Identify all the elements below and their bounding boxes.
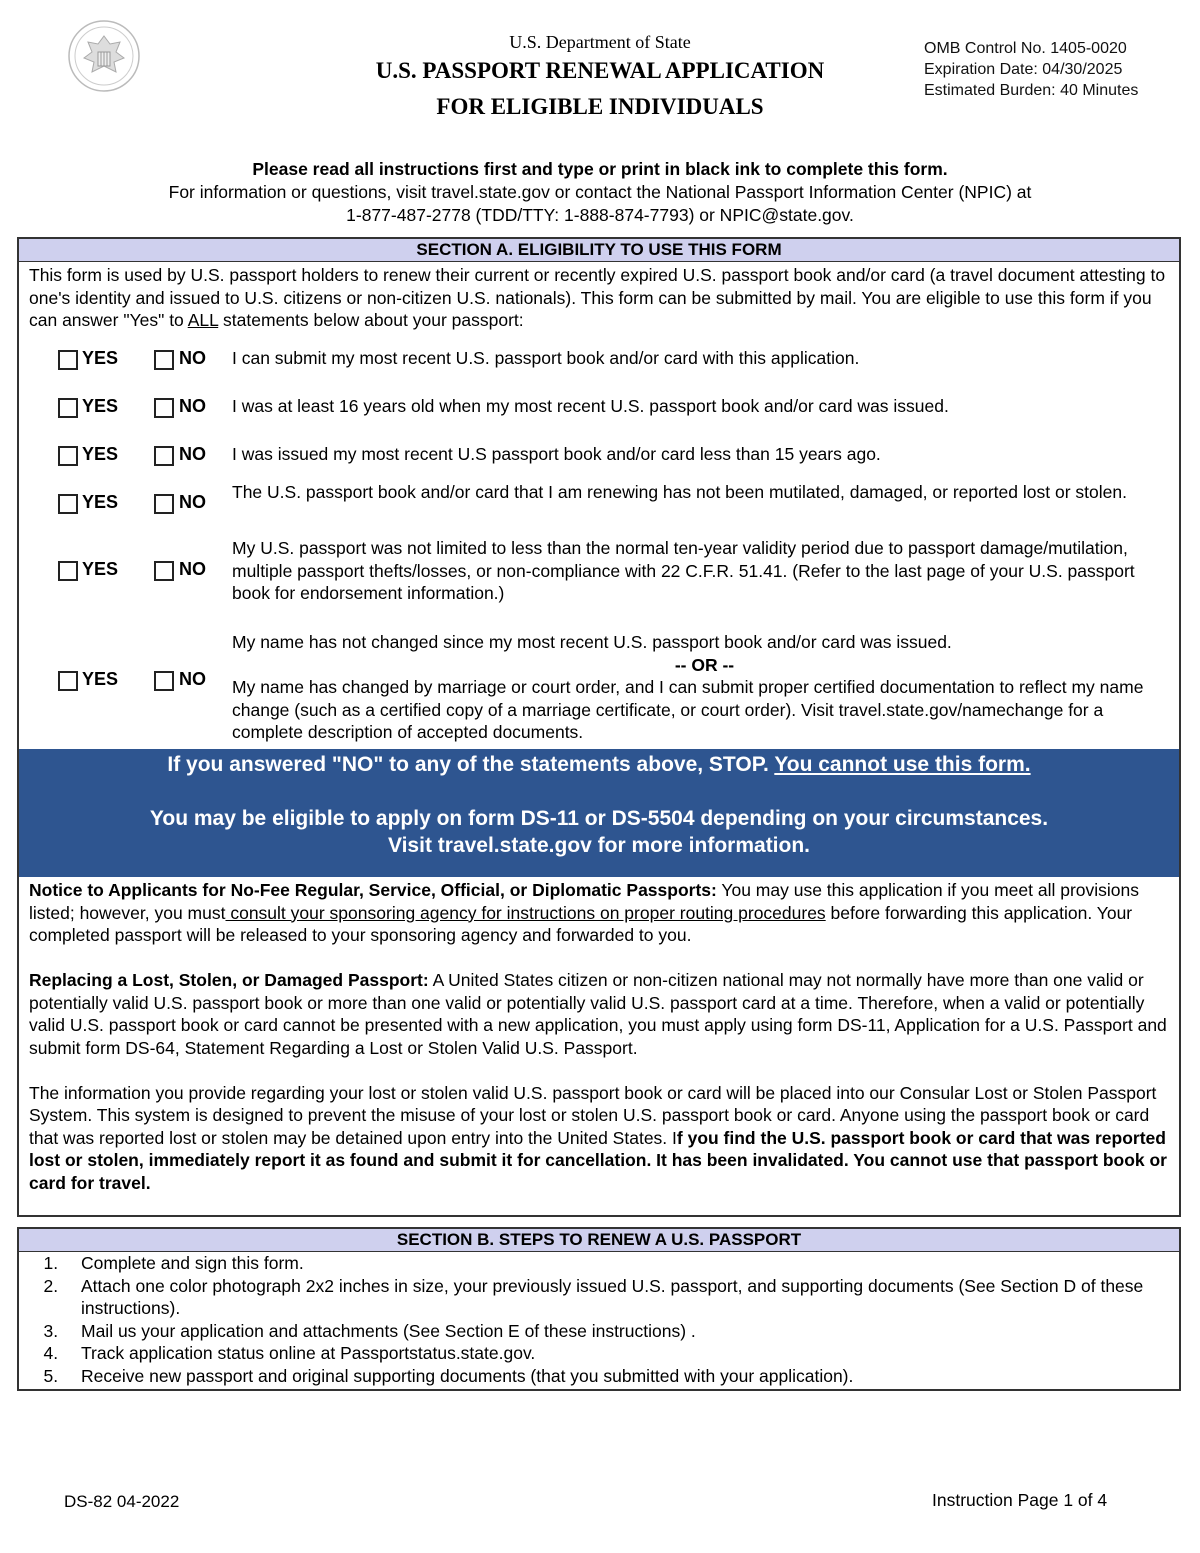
no-label: NO	[179, 492, 206, 512]
omb-info	[924, 38, 1138, 101]
or-separator: -- OR --	[674, 654, 735, 675]
notice-block	[29, 879, 1169, 1217]
no-checkbox-3[interactable]	[154, 446, 174, 466]
name-changed-statement: My name has changed by marriage or court order, and I can submit proper certified documentation to reflect my name change (such as a certified copy of a marriage certificate, or court order). Visit travel.state.gov/namechange for a complete description of accepted documents.	[232, 677, 1144, 742]
list-item: 2. Attach one color photograph 2x2 inches in size, your previously issued U.S. passport, and supporting documents (See Section D of these instructions).	[63, 1275, 1179, 1320]
section-a-heading: SECTION A. ELIGIBILITY TO USE THIS FORM	[19, 239, 1179, 262]
expiration-date: Expiration Date: 04/30/2025	[924, 61, 1123, 78]
section-b	[17, 1227, 1181, 1391]
form-identifier: DS-82 04-2022	[64, 1492, 180, 1511]
statement-3: I was issued my most recent U.S passport book and/or card less than 15 years ago.	[232, 444, 881, 464]
statement-2: I was at least 16 years old when my most recent U.S. passport book and/or card was issued.	[232, 396, 949, 416]
yes-checkbox-6[interactable]	[58, 671, 78, 691]
form-title-line1: U.S. PASSPORT RENEWAL APPLICATION	[375, 58, 825, 83]
no-checkbox-6[interactable]	[154, 671, 174, 691]
yes-label: YES	[82, 492, 119, 512]
list-item: 3. Mail us your application and attachments (See Section E of these instructions) .	[63, 1320, 1179, 1343]
no-label: NO	[179, 669, 206, 689]
page-number: Instruction Page 1 of 4	[932, 1490, 1108, 1510]
statement-5: My U.S. passport was not limited to less than the normal ten-year validity period due to passport damage/mutilation, multiple passport thefts/losses, or non-compliance with 22 C.F.R. 51.41. (Refer to the last page of your U.S. passport book for endorsement information.)	[232, 538, 1135, 603]
section-a-intro: This form is used by U.S. passport holders to renew their current or recently expired U.S. passport book and/or card (a travel document attesting to one's identity and issued to U.S. citizens or non-citizen U.S. nationals). This form can be submitted by mail. You are eligible to use this form if you can answer "Yes" to ALL statements below about your passport:	[29, 265, 1166, 330]
section-a	[17, 237, 1181, 1217]
statement-6	[232, 631, 1177, 744]
list-item: 4. Track application status online at Passportstatus.state.gov.	[63, 1342, 1179, 1365]
estimated-burden: Estimated Burden: 40 Minutes	[924, 82, 1139, 99]
name-unchanged-statement: My name has not changed since my most recent U.S. passport book and/or card was issued.	[232, 632, 952, 652]
more-info-note: Visit travel.state.gov for more information.	[387, 834, 811, 857]
intro-instruction: Please read all instructions first and type or print in black ink to complete this form.	[252, 159, 948, 179]
yes-label: YES	[82, 444, 119, 464]
no-fee-notice: Notice to Applicants for No-Fee Regular, Service, Official, or Diplomatic Passports: You may use this application if you meet all provisions listed; however, you must consult your sponsoring agency for instructions on proper routing procedures before forwarding this application. Your completed passport will be released to your sponsoring agency and forwarded to you.	[29, 880, 1140, 945]
alternative-forms-note: You may be eligible to apply on form DS-11 or DS-5504 depending on your circumstances.	[149, 807, 1049, 830]
department-of-state-seal-icon	[66, 18, 142, 94]
stop-notice: If you answered "NO" to any of the statements above, STOP.	[167, 753, 775, 776]
yes-label: YES	[82, 396, 119, 416]
yes-checkbox-3[interactable]	[58, 446, 78, 466]
no-checkbox-2[interactable]	[154, 398, 174, 418]
no-checkbox-4[interactable]	[154, 494, 174, 514]
section-b-heading: SECTION B. STEPS TO RENEW A U.S. PASSPORT	[19, 1229, 1179, 1252]
yes-checkbox-4[interactable]	[58, 494, 78, 514]
intro-contact-numbers: 1-877-487-2778 (TDD/TTY: 1-888-874-7793) or NPIC@state.gov.	[346, 205, 854, 225]
department-name: U.S. Department of State	[509, 32, 691, 52]
list-item: 5. Receive new passport and original supporting documents (that you submitted with your application).	[63, 1365, 1179, 1388]
lost-passport-system-notice: The information you provide regarding your lost or stolen valid U.S. passport book or card will be placed into our Consular Lost or Stolen Passport System. This system is designed to prevent the misuse of your lost or stolen U.S. passport book or card. Anyone using the passport book or card that was reported lost or stolen may be detained upon entry into the United States. If you find the U.S. passport book or card that was reported lost or stolen, immediately report it as found and submit it for cancellation. It has been invalidated. You cannot use that passport book or card for travel.	[29, 1082, 1167, 1193]
yes-checkbox-5[interactable]	[58, 561, 78, 581]
no-checkbox-5[interactable]	[154, 561, 174, 581]
lost-stolen-notice: Replacing a Lost, Stolen, or Damaged Passport: A United States citizen or non-citizen national may not normally have more than one valid or potentially valid U.S. passport book or more than one valid or potentially valid U.S. passport card at a time. Therefore, when a valid or potentially valid U.S. passport book or card cannot be presented with a new application, you must apply using form DS-11, Application for a U.S. Passport and submit form DS-64, Statement Regarding a Lost or Stolen Valid U.S. Passport.	[29, 970, 1167, 1058]
no-checkbox-1[interactable]	[154, 350, 174, 370]
yes-label: YES	[82, 559, 119, 579]
yes-label: YES	[82, 348, 119, 368]
all-emphasis: ALL	[187, 310, 219, 330]
form-title-line2: FOR ELIGIBLE INDIVIDUALS	[436, 94, 764, 119]
yes-label: YES	[82, 669, 119, 689]
yes-checkbox-2[interactable]	[58, 398, 78, 418]
cannot-use-form: You cannot use this form.	[774, 753, 1031, 776]
stop-banner	[19, 749, 1179, 877]
list-item: 1. Complete and sign this form.	[63, 1252, 1179, 1275]
intro-contact-line: For information or questions, visit travel.state.gov or contact the National Passport Information Center (NPIC) at	[168, 182, 1032, 202]
omb-control-number: OMB Control No. 1405-0020	[924, 40, 1127, 57]
statement-4: The U.S. passport book and/or card that I am renewing has not been mutilated, damaged, or reported lost or stolen.	[232, 482, 1127, 502]
statement-1: I can submit my most recent U.S. passport book and/or card with this application.	[232, 348, 860, 368]
no-label: NO	[179, 559, 206, 579]
yes-checkbox-1[interactable]	[58, 350, 78, 370]
renewal-steps-list	[19, 1252, 1179, 1387]
no-label: NO	[179, 444, 206, 464]
no-label: NO	[179, 348, 206, 368]
no-label: NO	[179, 396, 206, 416]
intro-block	[60, 158, 1140, 227]
sponsoring-agency-instruction: consult your sponsoring agency for instructions on proper routing procedures	[225, 902, 826, 923]
